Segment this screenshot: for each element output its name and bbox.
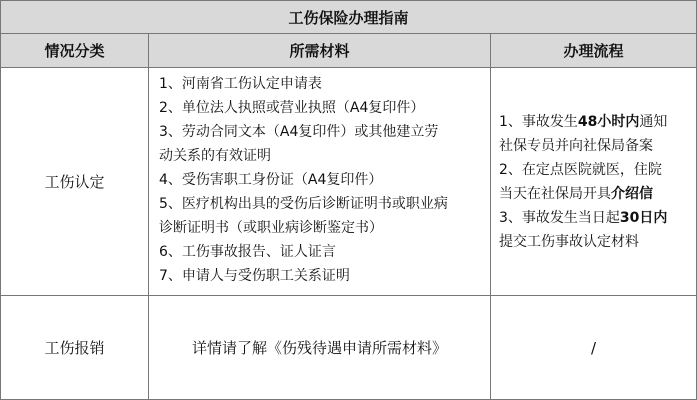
material-item: 诊断证明书（或职业病诊断鉴定书） xyxy=(159,220,383,236)
table-title: 工伤保险办理指南 xyxy=(0,0,697,34)
process-line: 提交工伤事故认定材料 xyxy=(499,233,639,250)
process-line: 3、事故发生当日起30日内 xyxy=(499,209,668,226)
row-injury-recognition-category: 工伤认定 xyxy=(0,68,149,296)
row-injury-recognition-process xyxy=(491,68,697,296)
material-item: 6、工伤事故报告、证人证言 xyxy=(159,244,336,260)
header-process: 办理流程 xyxy=(491,34,697,68)
row-injury-reimbursement-process: / xyxy=(491,296,697,400)
process-line: 社保专员并向社保局备案 xyxy=(499,137,653,154)
material-item: 7、申请人与受伤职工关系证明 xyxy=(159,268,350,284)
header-category: 情况分类 xyxy=(0,34,149,68)
material-item: 2、单位法人执照或营业执照（A4复印件） xyxy=(159,100,425,116)
row-injury-recognition-materials xyxy=(149,68,491,296)
process-line: 2、在定点医院就医，住院 xyxy=(499,161,662,178)
material-item: 动关系的有效证明 xyxy=(159,148,271,164)
row-injury-reimbursement-category: 工伤报销 xyxy=(0,296,149,400)
row-injury-reimbursement-materials: 详情请了解《伤残待遇申请所需材料》 xyxy=(149,296,491,400)
process-line: 1、事故发生48小时内通知 xyxy=(499,113,668,130)
material-item: 3、劳动合同文本（A4复印件）或其他建立劳 xyxy=(159,124,439,140)
material-item: 1、河南省工伤认定申请表 xyxy=(159,76,322,92)
header-materials: 所需材料 xyxy=(149,34,491,68)
material-item: 5、医疗机构出具的受伤后诊断证明书或职业病 xyxy=(159,196,448,212)
material-item: 4、受伤害职工身份证（A4复印件） xyxy=(159,172,383,188)
process-line: 当天在社保局开具介绍信 xyxy=(499,185,653,202)
